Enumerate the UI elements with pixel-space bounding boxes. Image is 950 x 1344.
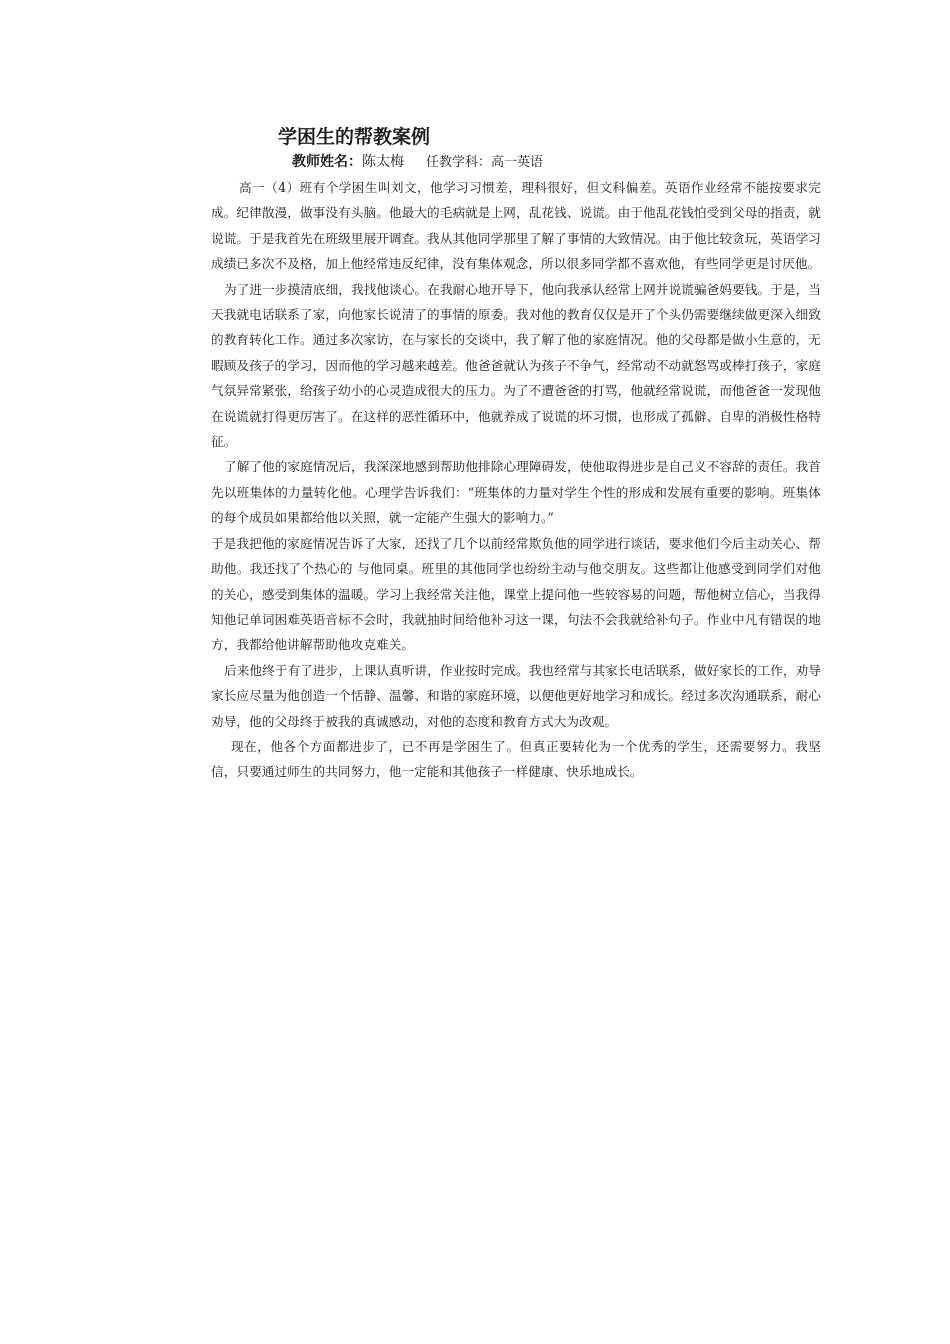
paragraph-1: 高一（4）班有个学困生叫刘文，他学习习惯差，理科很好，但文科偏差。英语作业经常不能按要求完成。纪律散漫，做事没有头脑。他最大的毛病就是上网，乱花钱、说谎。由于他乱花钱怕受到父母的指责，就说谎。于是我首先在班级里展开调查。我从其他同学那里了解了事情的大致情况。由于他比较贪玩，英语学习成绩已多次不及格，加上他经常违反纪律，没有集体观念，所以很多同学都不喜欢他，有些同学更是讨厌他。 [211,180,821,272]
paragraph-2: 为了进一步摸清底细，我找他谈心。在我耐心地开导下，他向我承认经常上网并说谎骗爸妈要钱。于是，当天我就电话联系了家，向他家长说清了的事情的原委。我对他的教育仅仅是开了个头仍需要继续做更深入细致的教育转化工作。通过多次家访，在与家长的交谈中，我了解了他的家庭情况。他的父母都是做小生意的，无暇顾及孩子的学习，因而他的学习越来越差。他爸爸就认为孩子不争气，经常动不动就怒骂或棒打孩子，家庭气氛异常紧张，给孩子幼小的心灵造成很大的压力。为了不遭爸爸的打骂，他就经常说谎，而他爸爸一发现他在说谎就打得更厉害了。在这样的恶性循环中，他就养成了说谎的坏习惯，也形成了孤僻、自卑的消极性格特征。 [211,281,821,450]
teaching-subject: 任教学科：高一英语 [426,155,544,170]
teacher-name: 陈太梅 [362,154,404,170]
paragraph-6: 现在，他各个方面都进步了，已不再是学困生了。但真正要转化为一个优秀的学生，还需要努力。我坚信，只要通过师生的共同努力，他一定能和其他孩子一样健康、快乐地成长。 [211,738,821,780]
teacher-name-label: 教师姓名： [292,154,362,170]
paragraph-3: 了解了他的家庭情况后，我深深地感到帮助他排除心理障碍发，使他取得进步是自己义不容辞的责任。我首先以班集体的力量转化他。心理学告诉我们：“班集体的力量对学生个性的形成和发展有重要的影响。班集体的每个成员如果都给他以关照，就一定能产生强大的影响力。” [211,459,821,526]
document-body [211,175,821,785]
paragraph-4: 于是我把他的家庭情况告诉了大家，还找了几个以前经常欺负他的同学进行谈话，要求他们今后主动关心、帮助他。我还找了个热心的 与他同桌。班里的其他同学也纷纷主动与他交朋友。这些都让他感受到同学们对他的关心，感受到集体的温暖。学习上我经常关注他，课堂上提问他一些较容易的问题，帮他树立信心，当我得知他记单词困难英语音标不会时，我就抽时间给他补习这一课，句法不会我就给补句子。作业中凡有错误的地方，我都给他讲解帮助他攻克难关。 [211,535,821,653]
document-title: 学困生的帮教案例 [278,126,431,148]
teacher-info-line [292,152,543,173]
paragraph-5: 后来他终于有了进步，上课认真听讲，作业按时完成。我也经常与其家长电话联系，做好家长的工作，劝导家长应尽量为他创造一个恬静、温馨、和谐的家庭环境，以便他更好地学习和成长。经过多次沟通联系，耐心劝导，他的父母终于被我的真诚感动，对他的态度和教育方式大为改观。 [211,662,821,729]
